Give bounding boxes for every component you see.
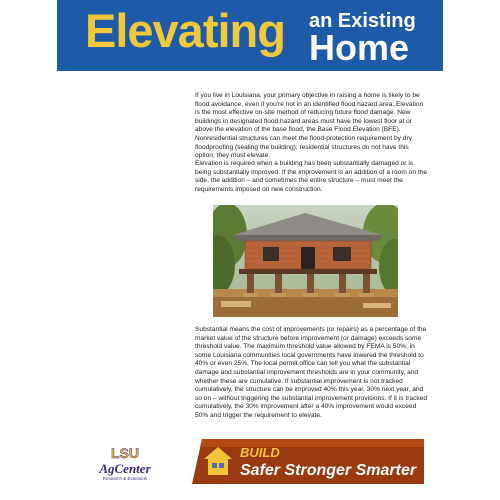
title-sub-line1: an Existing xyxy=(309,10,416,32)
house-photo-illustration xyxy=(213,205,398,317)
svg-text:Research & Extension: Research & Extension xyxy=(102,476,148,481)
document-page xyxy=(57,0,443,500)
paragraph-elevation-required: Elevation is required when a building has been substantially damaged or is being substantially improved. If the improvement is an addition of a room on the side, the addition – and sometimes the entire structure – must meet the requirements imposed on new construction. xyxy=(195,160,428,193)
lsu-agcenter-logo xyxy=(95,445,155,483)
build-safer-stronger-smarter-logo xyxy=(192,439,424,484)
lsu-agcenter-logo-mark xyxy=(95,445,155,483)
title-banner xyxy=(57,0,443,71)
title-main: Elevating xyxy=(85,4,285,57)
svg-text:AgCenter: AgCenter xyxy=(99,461,151,476)
house-photo xyxy=(213,205,398,317)
title-sub-line2: Home xyxy=(309,27,410,68)
svg-text:LSU: LSU xyxy=(111,445,139,461)
svg-text:Safer Stronger Smarter: Safer Stronger Smarter xyxy=(240,462,417,479)
paragraph-intro: If you live in Louisiana, your primary objective in raising a home is likely to be flood avoidance, even if you're not in an identified flood hazard area. Elevation is the most effective on-site method of reducing future flood damage. New buildings in designated flood hazard areas must have the lowest floor at or above the elevation of the base flood, the Base Flood Elevation (BFE). Nonresidential structures can meet the flood-protection requirement by dry floodproofing (sealing the building); residential structures do not have this option; they must elevate. xyxy=(195,92,424,160)
svg-text:BUILD: BUILD xyxy=(240,445,280,460)
build-logo-mark xyxy=(192,439,424,484)
paragraph-substantial-definition: Substantial means the cost of improvements (or repairs) as a percentage of the market value of the structure before improvement (or damage) exceeds some threshold value. The maximum threshold value allowed by FEMA is 50%; in some Louisiana communities local governments have lowered the threshold to 40% or even 25%. The local permit office can tell you what the substantial damage and substantial improvement thresholds are in your community, and whether these are cumulative. If substantial improvement is not tracked cumulatively, the structure can be improved 40% this year, 30% next year, and so on – without triggering the substantial improvement provisions. If it is tracked cumulatively, the 30% improvement after a 40% improvement would exceed 50% and trigger the requirement to elevate. xyxy=(195,326,427,419)
